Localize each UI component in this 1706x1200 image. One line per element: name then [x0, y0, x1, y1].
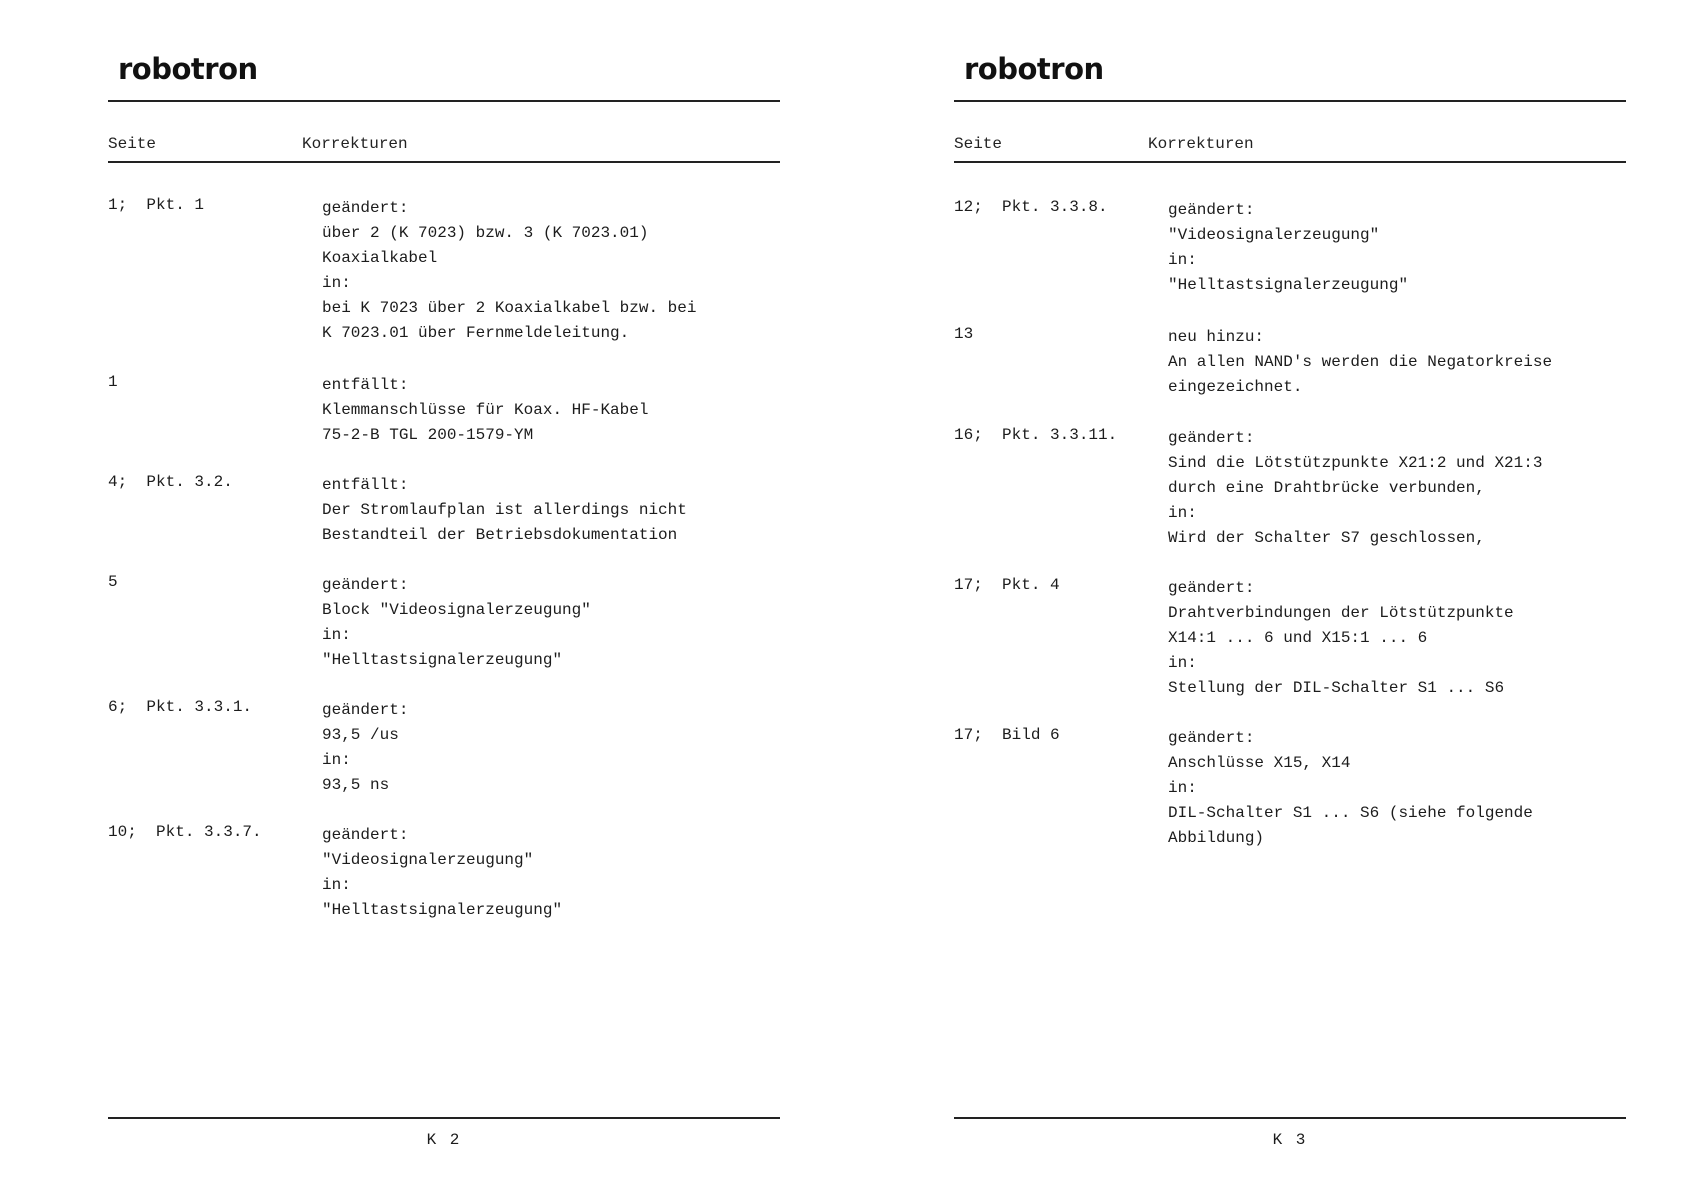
entry-line: 75-2-B TGL 200-1579-YM: [322, 426, 534, 444]
header-rule: [954, 100, 1626, 102]
entry-seite: 5: [108, 573, 118, 591]
entry-seite: 12; Pkt. 3.3.8.: [954, 198, 1108, 216]
entry-line: entfällt:: [322, 476, 409, 494]
entry-line: DIL-Schalter S1 ... S6 (siehe folgende: [1168, 804, 1533, 822]
entry-line: Drahtverbindungen der Lötstützpunkte: [1168, 604, 1514, 622]
entry-line: in:: [1168, 779, 1197, 797]
entry-line: in:: [1168, 654, 1197, 672]
column-header-rule: [108, 161, 780, 163]
entry-text: [1168, 198, 1628, 298]
entry-line: Koaxialkabel: [322, 249, 438, 267]
entry-seite: 1; Pkt. 1: [108, 196, 205, 214]
entry-line: geändert:: [322, 826, 409, 844]
column-header-seite: Seite: [954, 135, 1003, 153]
entry-line: in:: [322, 876, 351, 894]
entry-line: Klemmanschlüsse für Koax. HF-Kabel: [322, 401, 649, 419]
entry-line: X14:1 ... 6 und X15:1 ... 6: [1168, 629, 1428, 647]
entry-line: geändert:: [1168, 201, 1255, 219]
entry-seite: 17; Pkt. 4: [954, 576, 1060, 594]
entry-line: "Helltastsignalerzeugung": [1168, 276, 1409, 294]
entry-text: [322, 196, 782, 346]
entry-line: in:: [1168, 504, 1197, 522]
robotron-logo: robotron: [118, 52, 258, 86]
entry-line: "Helltastsignalerzeugung": [322, 901, 563, 919]
page-left: [108, 0, 780, 1200]
entry-seite: 6; Pkt. 3.3.1.: [108, 698, 253, 716]
entry-line: K 7023.01 über Fernmeldeleitung.: [322, 324, 630, 342]
entry-line: in:: [322, 751, 351, 769]
entry-line: in:: [1168, 251, 1197, 269]
entry-line: geändert:: [1168, 429, 1255, 447]
column-header-korrekturen: Korrekturen: [302, 135, 408, 153]
entry-line: Bestandteil der Betriebsdokumentation: [322, 526, 678, 544]
entry-seite: 16; Pkt. 3.3.11.: [954, 426, 1118, 444]
entry-line: Anschlüsse X15, X14: [1168, 754, 1351, 772]
entry-text: [322, 373, 782, 448]
page-right: [954, 0, 1626, 1200]
header-rule: [108, 100, 780, 102]
entry-seite: 4; Pkt. 3.2.: [108, 473, 233, 491]
entry-line: über 2 (K 7023) bzw. 3 (K 7023.01): [322, 224, 649, 242]
robotron-logo: robotron: [964, 52, 1104, 86]
entry-line: Stellung der DIL-Schalter S1 ... S6: [1168, 679, 1505, 697]
entry-line: eingezeichnet.: [1168, 378, 1303, 396]
entry-line: Der Stromlaufplan ist allerdings nicht: [322, 501, 687, 519]
column-header-seite: Seite: [108, 135, 157, 153]
entry-line: An allen NAND's werden die Negatorkreise: [1168, 353, 1553, 371]
footer-rule: [108, 1117, 780, 1119]
column-header-korrekturen: Korrekturen: [1148, 135, 1254, 153]
entry-seite: 1: [108, 373, 118, 391]
footer-rule: [954, 1117, 1626, 1119]
entry-seite: 17; Bild 6: [954, 726, 1060, 744]
entry-text: [1168, 576, 1628, 701]
entry-text: [322, 698, 782, 798]
entry-text: [1168, 726, 1628, 851]
page-number: K 3: [1272, 1131, 1308, 1149]
entry-text: [1168, 325, 1628, 400]
entry-line: durch eine Drahtbrücke verbunden,: [1168, 479, 1485, 497]
entry-line: 93,5 ns: [322, 776, 390, 794]
entry-line: Wird der Schalter S7 geschlossen,: [1168, 529, 1485, 547]
entry-line: entfällt:: [322, 376, 409, 394]
entry-line: Block "Videosignalerzeugung": [322, 601, 591, 619]
entry-line: geändert:: [322, 576, 409, 594]
entry-line: geändert:: [1168, 579, 1255, 597]
entry-line: Abbildung): [1168, 829, 1265, 847]
entry-line: bei K 7023 über 2 Koaxialkabel bzw. bei: [322, 299, 697, 317]
entry-line: 93,5 /us: [322, 726, 399, 744]
entry-line: "Helltastsignalerzeugung": [322, 651, 563, 669]
entry-line: in:: [322, 274, 351, 292]
entry-line: in:: [322, 626, 351, 644]
entry-line: geändert:: [322, 199, 409, 217]
entry-text: [322, 473, 782, 548]
page-number: K 2: [426, 1131, 462, 1149]
entry-line: Sind die Lötstützpunkte X21:2 und X21:3: [1168, 454, 1543, 472]
entry-seite: 10; Pkt. 3.3.7.: [108, 823, 262, 841]
entry-seite: 13: [954, 325, 974, 343]
entry-line: "Videosignalerzeugung": [1168, 226, 1380, 244]
entry-text: [1168, 426, 1628, 551]
entry-line: "Videosignalerzeugung": [322, 851, 534, 869]
entry-line: neu hinzu:: [1168, 328, 1265, 346]
entry-line: geändert:: [322, 701, 409, 719]
entry-line: geändert:: [1168, 729, 1255, 747]
column-header-rule: [954, 161, 1626, 163]
entry-text: [322, 573, 782, 673]
entry-text: [322, 823, 782, 923]
